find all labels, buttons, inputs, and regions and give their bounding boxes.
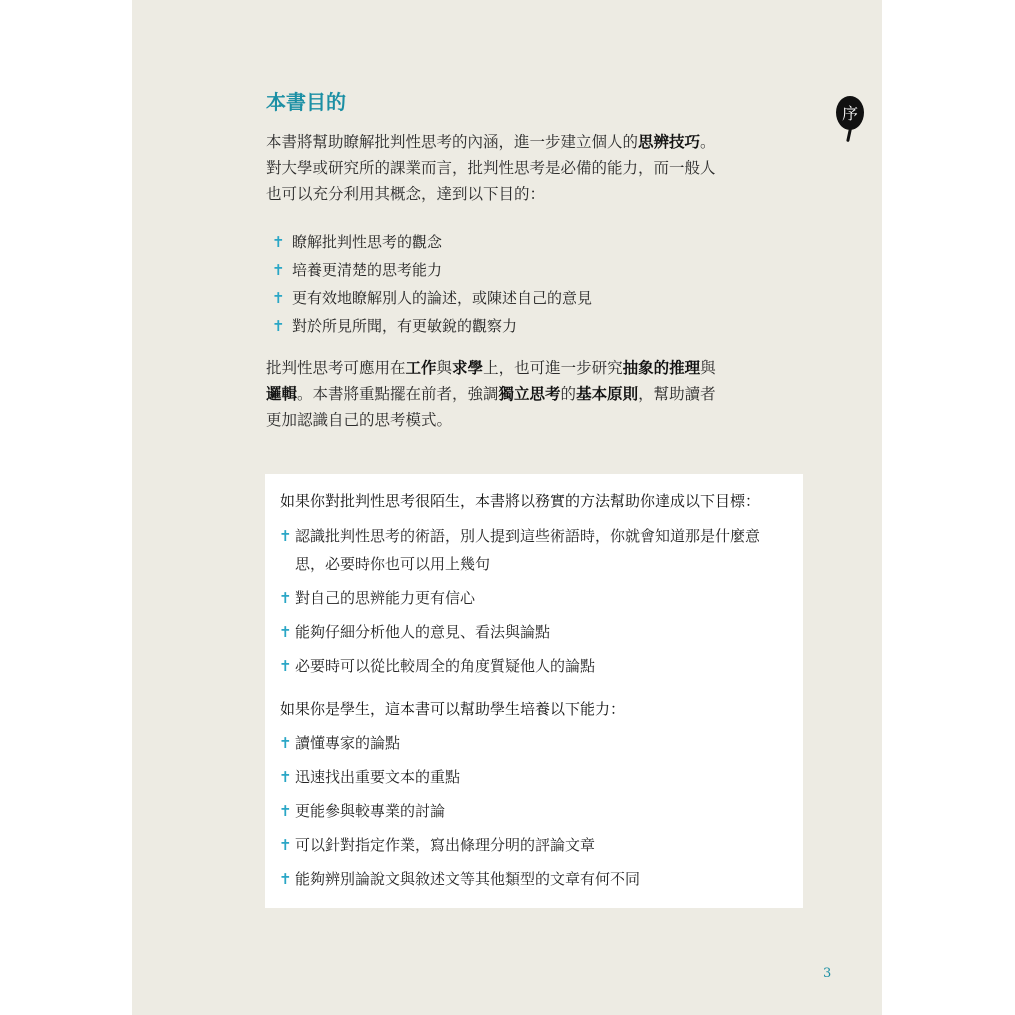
emphasis: 求學	[452, 359, 484, 377]
list-item-text: 瞭解批判性思考的觀念	[292, 233, 443, 251]
intro-line-3: 也可以充分利用其概念，達到以下目的：	[266, 185, 546, 203]
text: 批判性思考可應用在	[266, 359, 406, 377]
list-item-text: 更有效地瞭解別人的論述，或陳述自己的意見	[292, 289, 593, 307]
list-item	[272, 228, 592, 256]
list-item	[279, 618, 789, 646]
intro-text: 本書將幫助瞭解批判性思考的內涵，進一步建立個人的	[266, 133, 639, 151]
application-paragraph	[266, 355, 746, 433]
list-item	[279, 729, 789, 757]
list-item	[272, 284, 592, 312]
emphasis: 抽象的推理	[622, 359, 701, 377]
box-list-1	[279, 522, 789, 686]
list-item-text: 培養更清楚的思考能力	[292, 261, 443, 279]
list-item-text: 能夠辨別論說文與敘述文等其他類型的文章有何不同	[295, 870, 641, 888]
cross-bullet-icon: ✝	[272, 261, 285, 279]
box-heading-2: 如果你是學生，這本書可以幫助學生培養以下能力：	[280, 700, 626, 718]
list-item-text: 迅速找出重要文本的重點	[295, 768, 461, 786]
list-item-text: 必要時可以從比較周全的角度質疑他人的論點	[295, 657, 596, 675]
list-item	[279, 865, 789, 893]
cross-bullet-icon: ✝	[279, 623, 292, 641]
cross-bullet-icon: ✝	[272, 317, 285, 335]
cross-bullet-icon: ✝	[279, 802, 292, 820]
list-item-text: 對自己的思辨能力更有信心	[295, 589, 476, 607]
list-item-text: 認識批判性思考的術語，別人提到這些術語時，你就會知道那是什麼意思，必要時你也可以用上幾句	[295, 527, 761, 573]
intro-line-2: 對大學或研究所的課業而言，批判性思考是必備的能力，而一般人	[266, 159, 716, 177]
list-item	[279, 763, 789, 791]
box-list-2	[279, 729, 789, 899]
emphasis: 基本原則	[576, 385, 639, 403]
list-item	[279, 584, 789, 612]
application-line-3: 更加認識自己的思考模式。	[266, 411, 453, 429]
emphasis: 邏輯	[266, 385, 298, 403]
cross-bullet-icon: ✝	[279, 734, 292, 752]
list-item	[279, 652, 789, 680]
intro-paragraph	[266, 129, 746, 207]
text: ，幫助讀者	[638, 385, 716, 403]
list-item-text: 讀懂專家的論點	[295, 734, 401, 752]
text: 的	[560, 385, 577, 403]
list-item-text: 更能參與較專業的討論	[295, 802, 446, 820]
text: 。本書將重點擺在前者，強調	[297, 385, 499, 403]
chapter-tab-marker	[836, 96, 866, 146]
list-item-text: 可以針對指定作業，寫出條理分明的評論文章	[295, 836, 596, 854]
application-line-2	[266, 381, 746, 407]
intro-line-1	[266, 129, 746, 155]
tab-char: 序	[841, 104, 858, 123]
emphasis: 工作	[405, 359, 437, 377]
cross-bullet-icon: ✝	[279, 870, 292, 888]
cross-bullet-icon: ✝	[279, 657, 292, 675]
list-item	[272, 256, 592, 284]
cross-bullet-icon: ✝	[272, 233, 285, 251]
cross-bullet-icon: ✝	[279, 589, 292, 607]
list-item	[279, 522, 789, 578]
list-item-text: 對於所見所聞，有更敏銳的觀察力	[292, 317, 518, 335]
list-item	[279, 831, 789, 859]
section-title: 本書目的	[266, 90, 346, 114]
list-item	[279, 797, 789, 825]
cross-bullet-icon: ✝	[272, 289, 285, 307]
intro-emphasis: 思辨技巧	[638, 133, 701, 151]
summary-box	[265, 474, 803, 908]
text: 上，也可進一步研究	[483, 359, 623, 377]
cross-bullet-icon: ✝	[279, 768, 292, 786]
text: 與	[436, 359, 453, 377]
goals-list	[272, 228, 592, 340]
application-line-1	[266, 355, 746, 381]
intro-text: 。	[700, 133, 716, 151]
text: 與	[700, 359, 716, 377]
cross-bullet-icon: ✝	[279, 836, 292, 854]
list-item-text: 能夠仔細分析他人的意見、看法與論點	[295, 623, 551, 641]
list-item	[272, 312, 592, 340]
emphasis: 獨立思考	[498, 385, 561, 403]
box-heading-1: 如果你對批判性思考很陌生，本書將以務實的方法幫助你達成以下目標：	[280, 492, 761, 510]
cross-bullet-icon: ✝	[279, 527, 292, 545]
page-number: 3	[823, 966, 832, 981]
